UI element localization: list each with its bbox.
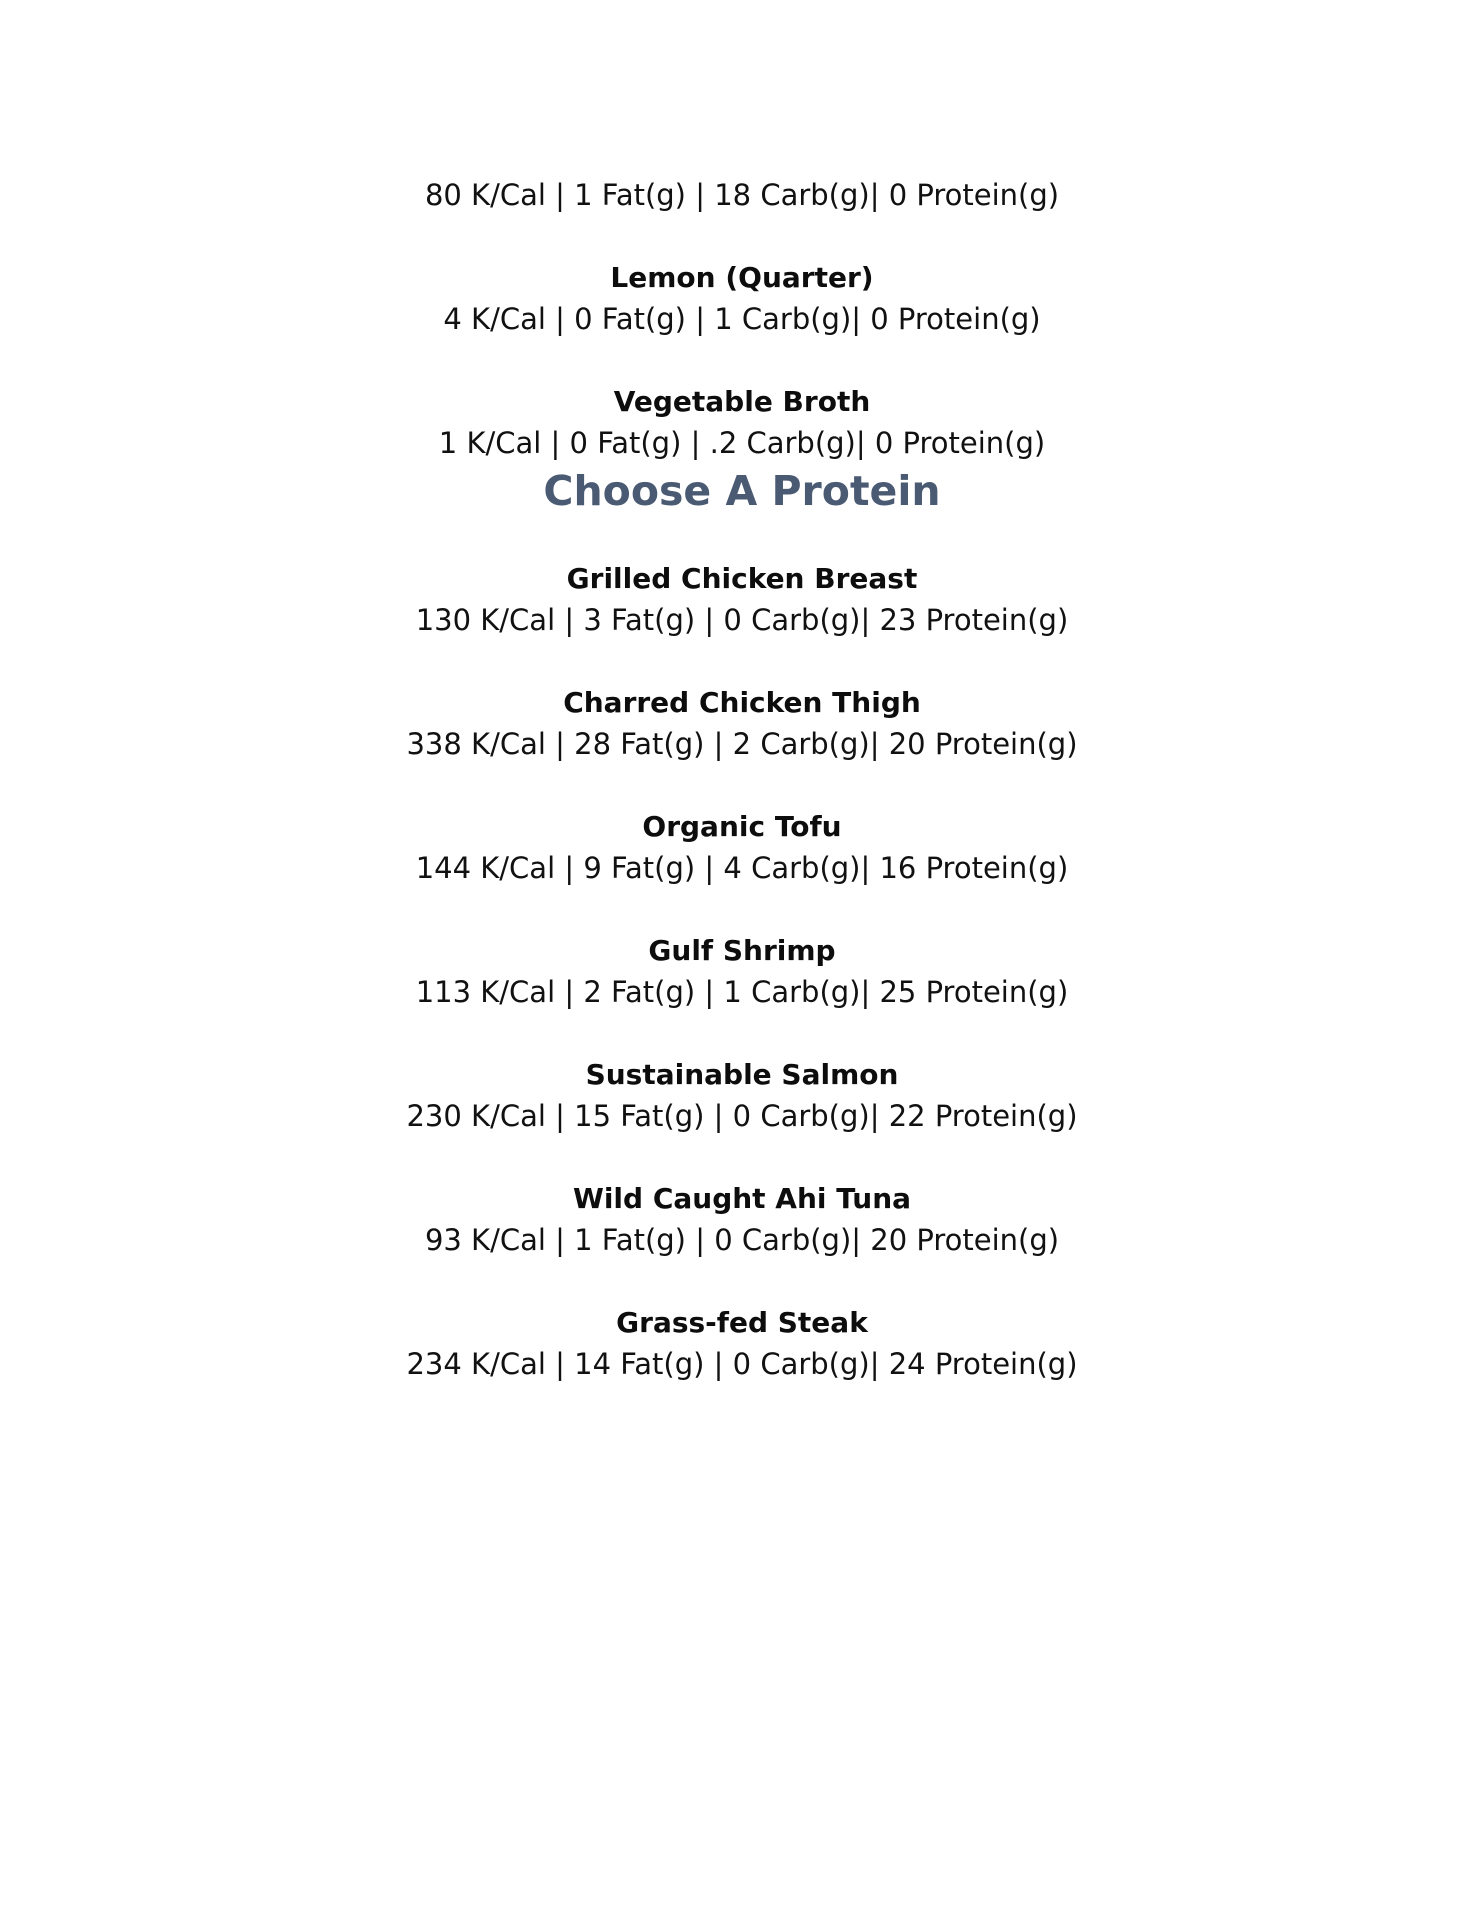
nutrition-info: 1 K/Cal | 0 Fat(g) | .2 Carb(g)| 0 Protein(g) (438, 426, 1046, 460)
nutrition-info: 4 K/Cal | 0 Fat(g) | 1 Carb(g)| 0 Protein(g) (443, 302, 1041, 336)
item-name: Wild Caught Ahi Tuna (572, 1182, 912, 1215)
item-name: Lemon (Quarter) (610, 261, 874, 294)
section-heading: Choose A Protein (543, 467, 941, 515)
nutrition-info: 338 K/Cal | 28 Fat(g) | 2 Carb(g)| 20 Protein(g) (406, 727, 1078, 761)
item-name: Organic Tofu (642, 810, 842, 843)
nutrition-info: 80 K/Cal | 1 Fat(g) | 18 Carb(g)| 0 Protein(g) (424, 178, 1060, 212)
nutrition-info: 144 K/Cal | 9 Fat(g) | 4 Carb(g)| 16 Protein(g) (415, 851, 1069, 885)
nutrition-info: 93 K/Cal | 1 Fat(g) | 0 Carb(g)| 20 Protein(g) (424, 1223, 1060, 1257)
nutrition-info: 230 K/Cal | 15 Fat(g) | 0 Carb(g)| 22 Protein(g) (406, 1099, 1078, 1133)
item-name: Grilled Chicken Breast (566, 562, 918, 595)
nutrition-info: 130 K/Cal | 3 Fat(g) | 0 Carb(g)| 23 Protein(g) (415, 603, 1069, 637)
item-name: Grass-fed Steak (616, 1306, 868, 1339)
item-name: Charred Chicken Thigh (563, 686, 921, 719)
item-name: Vegetable Broth (613, 385, 871, 418)
nutrition-info: 113 K/Cal | 2 Fat(g) | 1 Carb(g)| 25 Protein(g) (415, 975, 1069, 1009)
item-name: Gulf Shrimp (648, 934, 836, 967)
nutrition-info: 234 K/Cal | 14 Fat(g) | 0 Carb(g)| 24 Protein(g) (406, 1347, 1078, 1381)
item-name: Sustainable Salmon (585, 1058, 899, 1091)
